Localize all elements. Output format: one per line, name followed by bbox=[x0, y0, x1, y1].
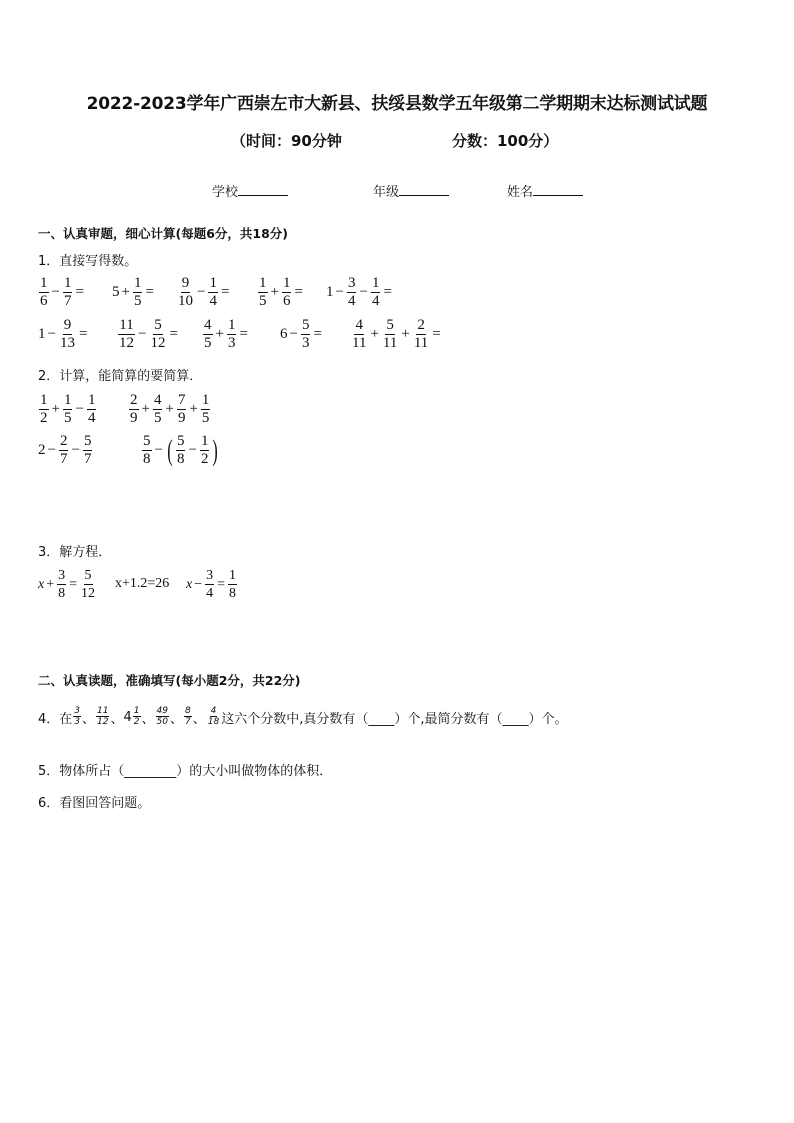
numerator: 1 bbox=[371, 275, 380, 291]
operator: − bbox=[289, 326, 298, 342]
operator: = bbox=[313, 326, 322, 342]
calc-3: 2 − $\frac{2}{7}$ − $\frac{5}{7}$ bbox=[38, 433, 92, 467]
numerator: 3 bbox=[206, 568, 214, 583]
operator: + bbox=[370, 326, 379, 342]
operator: − bbox=[154, 442, 163, 458]
fraction bbox=[382, 318, 398, 351]
operator: − bbox=[194, 576, 203, 592]
denominator: 3 bbox=[301, 335, 310, 351]
denominator: 3 bbox=[227, 335, 236, 351]
numerator: 4 bbox=[355, 317, 363, 333]
section-2-heading: 二、认真读题，准确填写(每小题2分，共22分) bbox=[38, 673, 301, 688]
numerator: 2 bbox=[417, 317, 425, 333]
numerator: 1 bbox=[201, 392, 210, 408]
operator: + bbox=[121, 284, 130, 300]
denominator: 8 bbox=[176, 451, 185, 467]
operator: = bbox=[69, 576, 78, 592]
denominator: 6 bbox=[40, 293, 48, 309]
fraction bbox=[118, 318, 135, 351]
numerator: 1 bbox=[133, 275, 142, 291]
operator: = bbox=[78, 326, 88, 342]
fraction bbox=[133, 276, 143, 309]
name-blank[interactable] bbox=[533, 183, 583, 196]
fraction bbox=[301, 318, 311, 351]
numerator: 5 bbox=[84, 568, 92, 583]
fraction bbox=[203, 318, 213, 351]
expr-10 bbox=[350, 318, 443, 351]
numerator: 1 bbox=[87, 392, 96, 408]
exam-time: （时间：90分钟 bbox=[231, 132, 342, 150]
denominator: 7 bbox=[83, 451, 92, 467]
operator: − bbox=[47, 442, 56, 458]
operator: = bbox=[239, 326, 248, 342]
operator: + bbox=[270, 284, 279, 300]
grade-blank[interactable] bbox=[399, 183, 449, 196]
fraction bbox=[201, 393, 211, 426]
question-4: 4．在 $\frac{3}{3}$ 、 $\frac{11}{12}$ 、 4 $\frac{1}{2}$ 、 $\frac{49}{50}$ 、 $\frac{8}{7}$ 、 $\frac{4}{18}$ 这六个分数中,真分数有（____）个,最简分数有（____）个。 bbox=[38, 706, 568, 727]
operator: − bbox=[47, 326, 56, 342]
numerator: 2 bbox=[59, 433, 68, 449]
numerator: 3 bbox=[347, 275, 356, 291]
fraction bbox=[83, 434, 93, 467]
question-1: 1．直接写得数。 bbox=[38, 254, 138, 269]
denominator: 6 bbox=[282, 293, 291, 309]
school-blank[interactable] bbox=[238, 183, 288, 196]
fraction bbox=[129, 393, 139, 426]
fraction bbox=[207, 707, 220, 727]
fraction bbox=[208, 276, 218, 309]
denominator: 4 bbox=[206, 586, 214, 601]
fraction bbox=[153, 393, 163, 426]
denominator: 8 bbox=[143, 451, 151, 467]
numerator: 1 bbox=[282, 275, 291, 291]
fraction bbox=[413, 318, 429, 351]
numerator: 5 bbox=[386, 317, 394, 333]
fraction bbox=[87, 393, 97, 426]
operator: − bbox=[197, 284, 206, 300]
fraction bbox=[156, 707, 169, 727]
fraction bbox=[177, 276, 194, 309]
exam-score: 分数：100分） bbox=[452, 132, 559, 150]
section-1-heading: 一、认真审题，细心计算(每题6分，共18分) bbox=[38, 226, 289, 241]
numerator: 7 bbox=[177, 392, 186, 408]
expr-6: 1 − $\frac{9}{13}$ = bbox=[38, 317, 88, 351]
equation-3: x − $\frac{3}{4}$ = $\frac{1}{8}$ bbox=[186, 568, 237, 601]
fraction bbox=[351, 318, 367, 351]
numerator: 1 bbox=[209, 275, 217, 291]
numerator: 1 bbox=[63, 392, 72, 408]
denominator: 5 bbox=[63, 410, 72, 426]
operator: = bbox=[217, 576, 226, 592]
operator: + bbox=[51, 401, 60, 417]
numerator: 5 bbox=[301, 317, 310, 333]
expr-1 bbox=[38, 276, 86, 309]
denominator: 2 bbox=[133, 717, 140, 727]
operator: + bbox=[141, 401, 150, 417]
denominator: 12 bbox=[97, 717, 109, 727]
page-title: 2022-2023学年广西崇左市大新县、扶绥县数学五年级第二学期期末达标测试试题 bbox=[86, 94, 708, 114]
fraction bbox=[80, 568, 96, 601]
denominator: 5 bbox=[259, 293, 267, 309]
fraction bbox=[39, 393, 49, 426]
expr-5: 1 − $\frac{3}{4}$ − $\frac{1}{4}$ = bbox=[326, 275, 392, 309]
fraction bbox=[96, 707, 109, 727]
right-paren: ) bbox=[212, 433, 219, 467]
fraction bbox=[59, 434, 69, 467]
operator: − bbox=[188, 442, 197, 458]
numerator: 1 bbox=[40, 392, 48, 408]
numerator: 4 bbox=[153, 392, 162, 408]
numerator: 8 bbox=[185, 706, 191, 716]
denominator: 4 bbox=[87, 410, 96, 426]
operator: = bbox=[432, 326, 441, 342]
school-label: 学校 bbox=[212, 185, 239, 200]
expr-9: 6 − $\frac{5}{3}$ = bbox=[280, 317, 322, 351]
operator: + bbox=[165, 401, 174, 417]
operator: + bbox=[215, 326, 224, 342]
denominator: 5 bbox=[153, 410, 162, 426]
denominator: 50 bbox=[156, 717, 168, 727]
numerator: 3 bbox=[74, 706, 81, 716]
denominator: 4 bbox=[347, 293, 356, 309]
question-5: 5．物体所占（________）的大小叫做物体的体积． bbox=[38, 764, 333, 779]
numerator: 5 bbox=[154, 317, 162, 333]
fraction bbox=[258, 276, 268, 309]
operator: − bbox=[335, 284, 344, 300]
numerator: 49 bbox=[156, 706, 168, 716]
name-label: 姓名 bbox=[507, 185, 534, 200]
operator: + bbox=[46, 576, 55, 592]
calc-1 bbox=[38, 393, 97, 426]
denominator: 4 bbox=[371, 293, 380, 309]
question-2: 2．计算，能简算的要简算． bbox=[38, 369, 203, 384]
expr-7 bbox=[117, 318, 180, 351]
operator: + bbox=[189, 401, 198, 417]
operator: = bbox=[145, 284, 154, 300]
fraction bbox=[176, 434, 186, 467]
fraction bbox=[227, 318, 237, 351]
denominator: 12 bbox=[119, 335, 134, 351]
fraction bbox=[177, 393, 187, 426]
numerator: 5 bbox=[143, 433, 151, 449]
numerator: 9 bbox=[63, 317, 72, 333]
denominator: 9 bbox=[130, 410, 138, 426]
fraction bbox=[57, 568, 66, 601]
operator: = bbox=[75, 284, 84, 300]
fraction bbox=[205, 568, 214, 601]
operator: − bbox=[138, 326, 147, 342]
denominator: 3 bbox=[74, 717, 81, 727]
numerator: 1 bbox=[200, 433, 209, 449]
equation-2: x+1.2=26 bbox=[115, 576, 170, 591]
operator: = bbox=[220, 284, 230, 300]
grade-field bbox=[373, 181, 449, 200]
fraction bbox=[73, 707, 81, 727]
fraction bbox=[59, 318, 76, 351]
numerator: 4 bbox=[204, 317, 212, 333]
calc-2 bbox=[128, 393, 211, 426]
left-paren: ( bbox=[167, 433, 173, 467]
denominator: 11 bbox=[382, 335, 398, 351]
denominator: 5 bbox=[201, 410, 210, 426]
equation-1: x + $\frac{3}{8}$ = $\frac{5}{12}$ bbox=[38, 568, 96, 601]
grade-label: 年级 bbox=[373, 185, 400, 200]
expr-2: 5 + $\frac{1}{5}$ = bbox=[112, 275, 154, 309]
fraction bbox=[347, 276, 357, 309]
denominator: 12 bbox=[150, 335, 166, 351]
numerator: 1 bbox=[227, 317, 236, 333]
numerator: 3 bbox=[58, 568, 66, 583]
question-3: 3．解方程． bbox=[38, 545, 112, 560]
numerator: 1 bbox=[40, 275, 48, 291]
operator: + bbox=[401, 326, 410, 342]
denominator: 9 bbox=[177, 410, 186, 426]
numerator: 1 bbox=[63, 275, 72, 291]
operator: = bbox=[169, 326, 178, 342]
numerator: 4 bbox=[210, 706, 217, 716]
denominator: 13 bbox=[59, 335, 75, 351]
operator: − bbox=[75, 401, 84, 417]
denominator: 4 bbox=[209, 293, 217, 309]
fraction bbox=[149, 318, 166, 351]
operator: = bbox=[383, 284, 392, 300]
denominator: 11 bbox=[352, 335, 367, 351]
operator: = bbox=[294, 284, 303, 300]
calc-4 bbox=[141, 434, 220, 467]
fraction bbox=[371, 276, 381, 309]
denominator: 18 bbox=[207, 717, 220, 727]
numerator: 11 bbox=[119, 317, 134, 333]
numerator: 5 bbox=[83, 433, 92, 449]
fraction bbox=[200, 434, 210, 467]
fraction bbox=[63, 393, 73, 426]
denominator: 5 bbox=[204, 335, 212, 351]
numerator: 1 bbox=[229, 568, 237, 583]
denominator: 10 bbox=[178, 293, 193, 309]
expr-4 bbox=[257, 276, 305, 309]
denominator: 2 bbox=[40, 410, 48, 426]
numerator: 9 bbox=[181, 275, 190, 291]
name-field bbox=[507, 181, 583, 200]
denominator: 8 bbox=[58, 586, 66, 601]
fraction bbox=[39, 276, 49, 309]
expr-3 bbox=[176, 276, 231, 309]
denominator: 7 bbox=[59, 451, 68, 467]
denominator: 5 bbox=[133, 293, 142, 309]
numerator: 5 bbox=[176, 433, 185, 449]
fraction bbox=[63, 276, 73, 309]
numerator: 11 bbox=[97, 706, 109, 716]
operator: − bbox=[359, 284, 368, 300]
denominator: 7 bbox=[185, 717, 191, 727]
numerator: 1 bbox=[259, 275, 267, 291]
operator: − bbox=[71, 442, 80, 458]
operator: − bbox=[51, 284, 60, 300]
question-6: 6．看图回答问题。 bbox=[38, 796, 151, 811]
denominator: 2 bbox=[200, 451, 209, 467]
numerator: 1 bbox=[133, 706, 140, 716]
denominator: 8 bbox=[229, 586, 237, 601]
denominator: 11 bbox=[413, 335, 429, 351]
fraction bbox=[228, 568, 237, 601]
fraction bbox=[282, 276, 292, 309]
fraction bbox=[184, 707, 192, 727]
denominator: 7 bbox=[63, 293, 72, 309]
fraction bbox=[133, 707, 141, 727]
school-field bbox=[212, 181, 288, 200]
expr-8 bbox=[202, 318, 250, 351]
fraction bbox=[142, 434, 152, 467]
denominator: 12 bbox=[81, 586, 96, 601]
numerator: 2 bbox=[130, 392, 138, 408]
